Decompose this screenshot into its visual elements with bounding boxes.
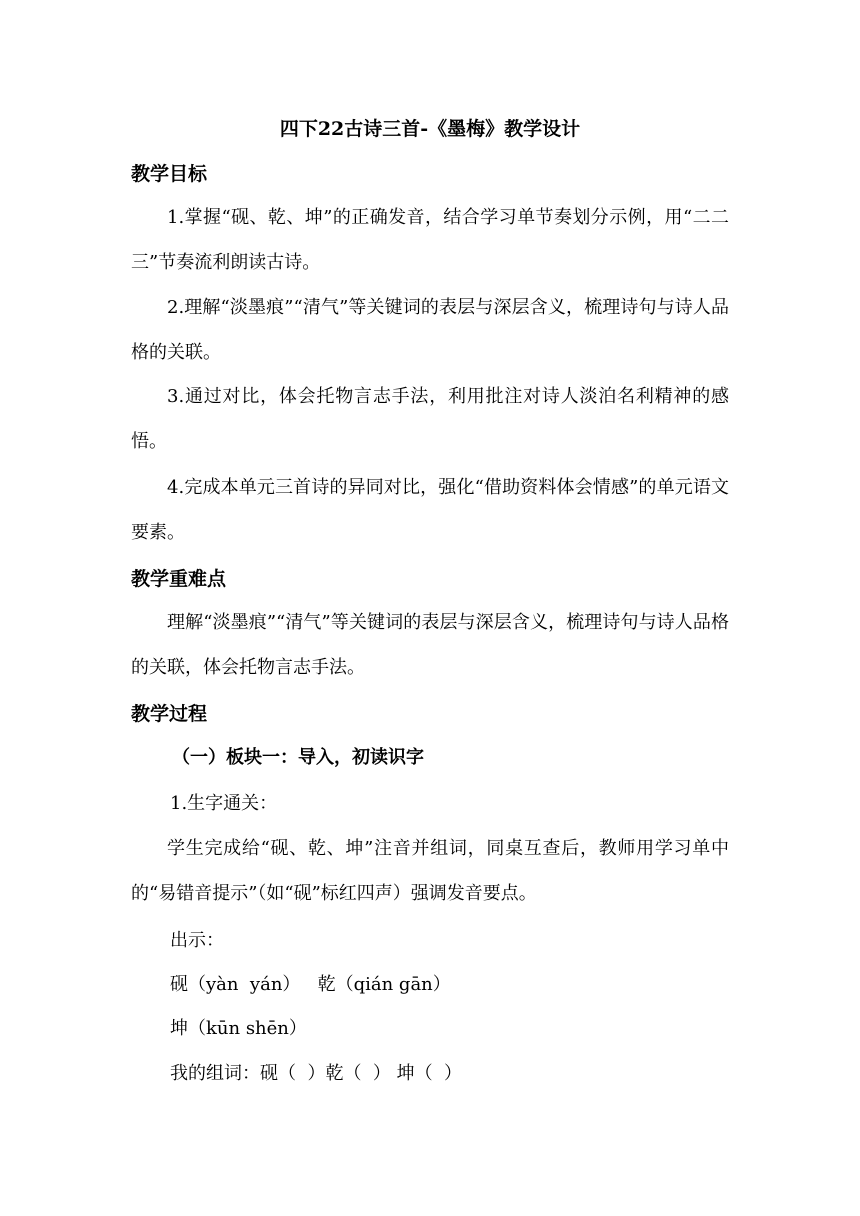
objective-item-3: 3.通过对比，体会托物言志手法，利用批注对诗人淡泊名利精神的感悟。 xyxy=(131,386,729,452)
section-heading-process: 教学过程 xyxy=(131,703,208,725)
objective-item-1: 1.掌握“砚、乾、坤”的正确发音，结合学习单节奏划分示例，用“二二三”节奏流利朗读古诗。 xyxy=(131,207,729,273)
block-one-title: （一）板块一：导入，初读识字 xyxy=(172,747,424,768)
section-heading-key-points: 教学重难点 xyxy=(131,568,227,590)
section-heading-objectives: 教学目标 xyxy=(131,163,208,185)
pinyin-line-one: 砚（yàn yán） 乾（qián gān） xyxy=(170,974,451,995)
document-title: 四下22古诗三首-《墨梅》教学设计 xyxy=(279,118,581,140)
show-label: 出示： xyxy=(170,930,224,951)
word-group-line: 我的组词：砚（ ）乾（ ） 坤（ ） xyxy=(170,1063,463,1084)
step-one-paragraph: 学生完成给“砚、乾、坤”注音并组词，同桌互查后，教师用学习单中的“易错音提示”（如“砚”标红四声）强调发音要点。 xyxy=(131,838,729,904)
step-one-label: 1.生字通关： xyxy=(170,793,278,814)
pinyin-line-two: 坤（kūn shēn） xyxy=(170,1018,307,1039)
objective-item-2: 2.理解“淡墨痕”“清气”等关键词的表层与深层含义，梳理诗句与诗人品格的关联。 xyxy=(131,297,729,363)
objective-item-4: 4.完成本单元三首诗的异同对比，强化“借助资料体会情感”的单元语文要素。 xyxy=(131,477,729,543)
key-points-paragraph: 理解“淡墨痕”“清气”等关键词的表层与深层含义，梳理诗句与诗人品格的关联，体会托物言志手法。 xyxy=(131,612,729,678)
